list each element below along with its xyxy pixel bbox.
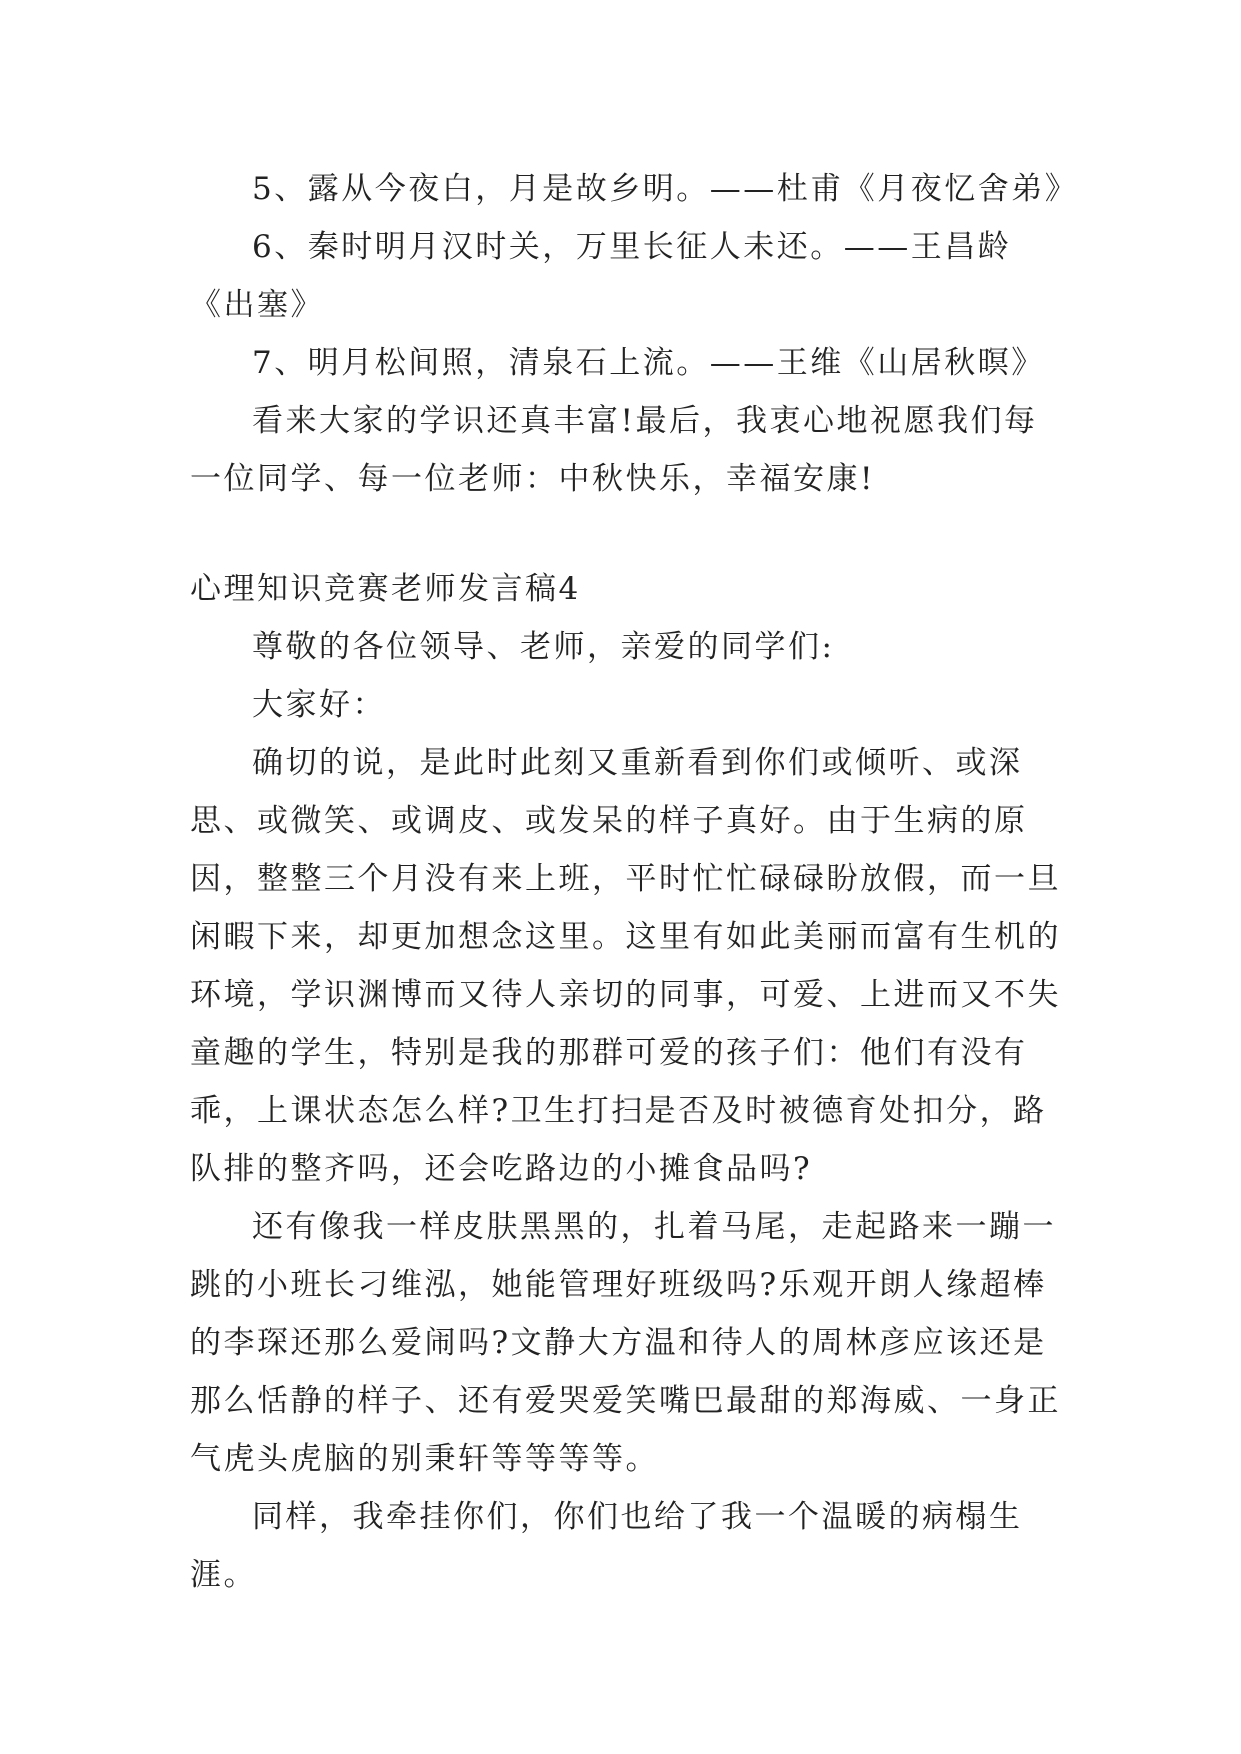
body-paragraph-1: 确切的说，是此时此刻又重新看到你们或倾听、或深思、或微笑、或调皮、或发呆的样子真好。由于生病的原因，整整三个月没有来上班，平时忙忙碌碌盼放假，而一旦闲暇下来，却更加想念这里。这里有如此美丽而富有生机的环境，学识渊博而又待人亲切的同事，可爱、上进而又不失童趣的学生，特别是我的那群可爱的孩子们：他们有没有乖，上课状态怎么样?卫生打扫是否及时被德育处扣分，路队排的整齐吗，还会吃路边的小摊食品吗? — [190, 745, 1061, 1187]
poem-line-6: 6、秦时明月汉时关，万里长征人未还。——王昌龄《出塞》 — [190, 229, 1012, 323]
document-body — [190, 160, 1079, 1604]
body-paragraph-2: 还有像我一样皮肤黑黑的，扎着马尾，走起路来一蹦一跳的小班长刁维泓，她能管理好班级吗?乐观开朗人缘超棒的李琛还那么爱闹吗?文静大方温和待人的周林彦应该还是那么恬静的样子、还有爱哭爱笑嘴巴最甜的郑海威、一身正气虎头虎脑的别秉轩等等等等。 — [190, 1209, 1061, 1477]
body-paragraph-3: 同样，我牵挂你们，你们也给了我一个温暖的病榻生涯。 — [190, 1499, 1023, 1593]
section-heading: 心理知识竞赛老师发言稿4 — [190, 571, 581, 607]
closing-wishes: 看来大家的学识还真丰富!最后，我衷心地祝愿我们每一位同学、每一位老师：中秋快乐，幸福安康! — [190, 403, 1038, 497]
salutation: 尊敬的各位领导、老师，亲爱的同学们: — [252, 629, 835, 665]
poem-line-7: 7、明月松间照，清泉石上流。——王维《山居秋暝》 — [252, 345, 1045, 381]
greeting: 大家好： — [252, 687, 386, 723]
poem-line-5: 5、露从今夜白，月是故乡明。——杜甫《月夜忆舍弟》 — [252, 171, 1079, 207]
